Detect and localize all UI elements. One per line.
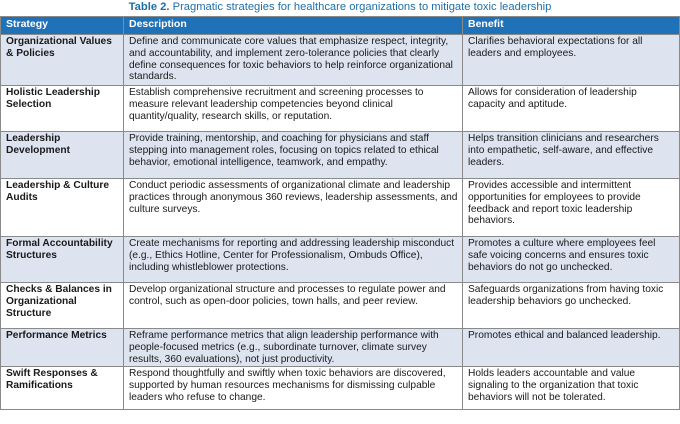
table-row bbox=[1, 329, 680, 367]
description-cell: Establish comprehensive recruitment and screening processes to measure relevant leadership competencies beyond clinical quantity/quality, research skills, or reputation. bbox=[124, 86, 463, 132]
strategy-cell: Swift Responses & Ramifications bbox=[1, 367, 124, 410]
table-row bbox=[1, 367, 680, 410]
strategy-cell: Leadership & Culture Audits bbox=[1, 179, 124, 237]
table-row bbox=[1, 179, 680, 237]
description-cell: Create mechanisms for reporting and addressing leadership misconduct (e.g., Ethics Hotline, Center for Professionalism, Ombuds Office), including whistleblower protections. bbox=[124, 237, 463, 283]
table-row bbox=[1, 283, 680, 329]
strategy-cell: Holistic Leadership Selection bbox=[1, 86, 124, 132]
description-cell: Define and communicate core values that emphasize respect, integrity, and accountability, and implement zero-tolerance policies that clearly define consequences for toxic behaviors to help reinforce organizational standards. bbox=[124, 35, 463, 86]
strategy-cell: Checks & Balances in Organizational Structure bbox=[1, 283, 124, 329]
header-benefit: Benefit bbox=[463, 17, 680, 35]
header-strategy: Strategy bbox=[1, 17, 124, 35]
strategy-cell: Organizational Values & Policies bbox=[1, 35, 124, 86]
table-row bbox=[1, 35, 680, 86]
caption-text: Pragmatic strategies for healthcare organizations to mitigate toxic leadership bbox=[172, 1, 552, 13]
strategies-table bbox=[0, 16, 680, 410]
benefit-cell: Allows for consideration of leadership capacity and aptitude. bbox=[463, 86, 680, 132]
benefit-cell: Promotes a culture where employees feel safe voicing concerns and ensures toxic behaviors do not go unchecked. bbox=[463, 237, 680, 283]
description-cell: Provide training, mentorship, and coaching for physicians and staff stepping into management roles, focusing on topics related to ethical behavior, emotional intelligence, teamwork, and empathy. bbox=[124, 132, 463, 179]
table-caption bbox=[0, 0, 680, 16]
benefit-cell: Safeguards organizations from having toxic leadership behaviors go unchecked. bbox=[463, 283, 680, 329]
benefit-cell: Helps transition clinicians and researchers into empathetic, self-aware, and effective leaders. bbox=[463, 132, 680, 179]
strategy-cell: Leadership Development bbox=[1, 132, 124, 179]
description-cell: Respond thoughtfully and swiftly when toxic behaviors are discovered, supported by human resources mechanisms for dismissing culpable leaders who refuse to change. bbox=[124, 367, 463, 410]
benefit-cell: Clarifies behavioral expectations for all leaders and employees. bbox=[463, 35, 680, 86]
description-cell: Develop organizational structure and processes to regulate power and control, such as open-door policies, town halls, and peer review. bbox=[124, 283, 463, 329]
strategy-cell: Performance Metrics bbox=[1, 329, 124, 367]
table-row bbox=[1, 132, 680, 179]
strategy-cell: Formal Accountability Structures bbox=[1, 237, 124, 283]
description-cell: Conduct periodic assessments of organizational climate and leadership practices through anonymous 360 reviews, leadership assessments, and culture surveys. bbox=[124, 179, 463, 237]
benefit-cell: Provides accessible and intermittent opportunities for employees to provide feedback and report toxic leadership behaviors. bbox=[463, 179, 680, 237]
table-header-row bbox=[1, 17, 680, 35]
benefit-cell: Promotes ethical and balanced leadership. bbox=[463, 329, 680, 367]
table-row bbox=[1, 237, 680, 283]
description-cell: Reframe performance metrics that align leadership performance with people-focused metrics (e.g., subordinate turnover, climate survey results, 360 evaluations), not just productivity. bbox=[124, 329, 463, 367]
table-row bbox=[1, 86, 680, 132]
header-description: Description bbox=[124, 17, 463, 35]
caption-label: Table 2. bbox=[128, 1, 170, 13]
benefit-cell: Holds leaders accountable and value signaling to the organization that toxic behaviors will not be tolerated. bbox=[463, 367, 680, 410]
